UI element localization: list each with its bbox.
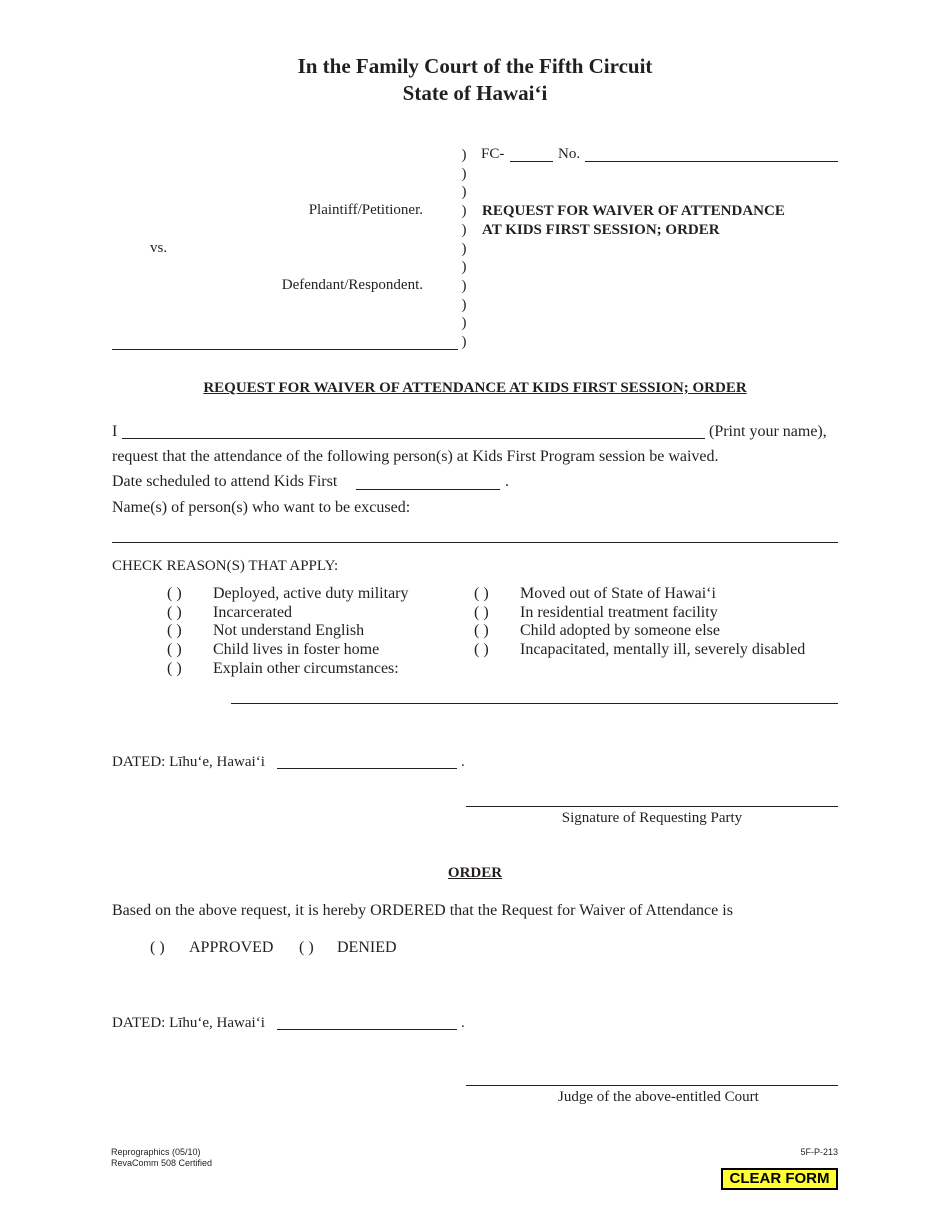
i-label: I bbox=[112, 423, 118, 440]
approved-label: APPROVED bbox=[189, 939, 274, 956]
reason-foster-home: Child lives in foster home bbox=[213, 641, 380, 658]
caption-paren: ) bbox=[461, 334, 467, 351]
caption-paren-column bbox=[458, 146, 470, 352]
reason-not-understand-english: Not understand English bbox=[213, 622, 365, 639]
checkbox-denied[interactable]: ( ) bbox=[299, 939, 314, 956]
vs-label: vs. bbox=[150, 240, 168, 256]
judge-label: Judge of the above-entitled Court bbox=[558, 1089, 759, 1105]
judge-signature-field[interactable] bbox=[466, 1085, 838, 1086]
defendant-name-field[interactable] bbox=[112, 349, 458, 350]
checkbox-moved-out[interactable]: ( ) bbox=[474, 585, 489, 602]
order-date-field[interactable] bbox=[277, 1029, 457, 1030]
reason-incapacitated: Incapacitated, mentally ill, severely disabled bbox=[520, 641, 806, 658]
reason-residential-treatment: In residential treatment facility bbox=[520, 604, 718, 621]
caption-paren: ) bbox=[461, 165, 467, 182]
reason-deployed: Deployed, active duty military bbox=[213, 585, 409, 602]
signature-label: Signature of Requesting Party bbox=[561, 810, 743, 826]
caption-paren: ) bbox=[461, 203, 467, 220]
request-heading: REQUEST FOR WAIVER OF ATTENDANCE AT KIDS FIRST SESSION; ORDER bbox=[203, 380, 747, 396]
order-heading: ORDER bbox=[447, 865, 503, 881]
caption-paren: ) bbox=[461, 296, 467, 313]
checkbox-incapacitated[interactable]: ( ) bbox=[474, 641, 489, 658]
request-dated-label: DATED: Līhu‘e, Hawai‘i bbox=[112, 754, 265, 770]
reasons-heading: CHECK REASON(S) THAT APPLY: bbox=[112, 558, 339, 574]
request-dated-period: . bbox=[461, 754, 465, 770]
checkbox-not-understand-english[interactable]: ( ) bbox=[167, 622, 182, 639]
court-title-line1: In the Family Court of the Fifth Circuit bbox=[297, 54, 653, 78]
fc-prefix-label: FC- bbox=[481, 146, 505, 162]
order-dated-label: DATED: Līhu‘e, Hawai‘i bbox=[112, 1015, 265, 1031]
date-scheduled-period: . bbox=[505, 473, 509, 490]
denied-label: DENIED bbox=[337, 939, 397, 956]
caption-paren: ) bbox=[461, 259, 467, 276]
date-scheduled-label: Date scheduled to attend Kids First bbox=[112, 473, 338, 490]
reason-moved-out: Moved out of State of Hawai‘i bbox=[520, 585, 716, 602]
checkbox-residential-treatment[interactable]: ( ) bbox=[474, 604, 489, 621]
requesting-party-signature-field[interactable] bbox=[466, 806, 838, 807]
request-sentence: request that the attendance of the following person(s) at Kids First Program session be waived. bbox=[112, 448, 719, 465]
reprographics-note: Reprographics (05/10) bbox=[111, 1147, 201, 1157]
date-scheduled-field[interactable] bbox=[356, 489, 500, 490]
order-sentence: Based on the above request, it is hereby ORDERED that the Request for Waiver of Attendance is bbox=[112, 902, 733, 919]
caption-paren: ) bbox=[461, 147, 467, 163]
reason-incarcerated: Incarcerated bbox=[213, 604, 293, 621]
clear-form-button[interactable]: CLEAR FORM bbox=[721, 1168, 838, 1190]
checkbox-other-circumstances[interactable]: ( ) bbox=[167, 660, 182, 677]
checkbox-deployed[interactable]: ( ) bbox=[167, 585, 182, 602]
form-number: 5F-P-213 bbox=[800, 1147, 838, 1157]
court-title-line2: State of Hawai‘i bbox=[402, 81, 548, 105]
revacomm-note: RevaComm 508 Certified bbox=[111, 1158, 213, 1168]
caption-paren: ) bbox=[461, 221, 467, 238]
print-name-field[interactable] bbox=[122, 438, 705, 439]
case-number-field[interactable] bbox=[585, 161, 838, 162]
defendant-label: Defendant/Respondent. bbox=[281, 277, 423, 293]
reason-other-circumstances: Explain other circumstances: bbox=[213, 660, 399, 677]
caption-paren: ) bbox=[461, 184, 467, 201]
caption-paren: ) bbox=[461, 240, 467, 257]
document-title-line2: AT KIDS FIRST SESSION; ORDER bbox=[482, 222, 720, 238]
caption-paren: ) bbox=[461, 277, 467, 294]
checkbox-child-adopted[interactable]: ( ) bbox=[474, 622, 489, 639]
document-title-line1: REQUEST FOR WAIVER OF ATTENDANCE bbox=[482, 203, 785, 219]
request-date-field[interactable] bbox=[277, 768, 457, 769]
print-name-hint: (Print your name), bbox=[709, 423, 827, 440]
fc-number-field[interactable] bbox=[510, 161, 553, 162]
plaintiff-label: Plaintiff/Petitioner. bbox=[308, 202, 423, 218]
caption-paren: ) bbox=[461, 315, 467, 332]
names-excused-field[interactable] bbox=[112, 542, 838, 543]
reason-child-adopted: Child adopted by someone else bbox=[520, 622, 720, 639]
other-circumstances-field[interactable] bbox=[231, 703, 838, 704]
order-dated-period: . bbox=[461, 1015, 465, 1031]
names-excused-label: Name(s) of person(s) who want to be excused: bbox=[112, 499, 411, 516]
checkbox-incarcerated[interactable]: ( ) bbox=[167, 604, 182, 621]
case-no-label: No. bbox=[558, 146, 581, 162]
checkbox-approved[interactable]: ( ) bbox=[150, 939, 165, 956]
checkbox-foster-home[interactable]: ( ) bbox=[167, 641, 182, 658]
